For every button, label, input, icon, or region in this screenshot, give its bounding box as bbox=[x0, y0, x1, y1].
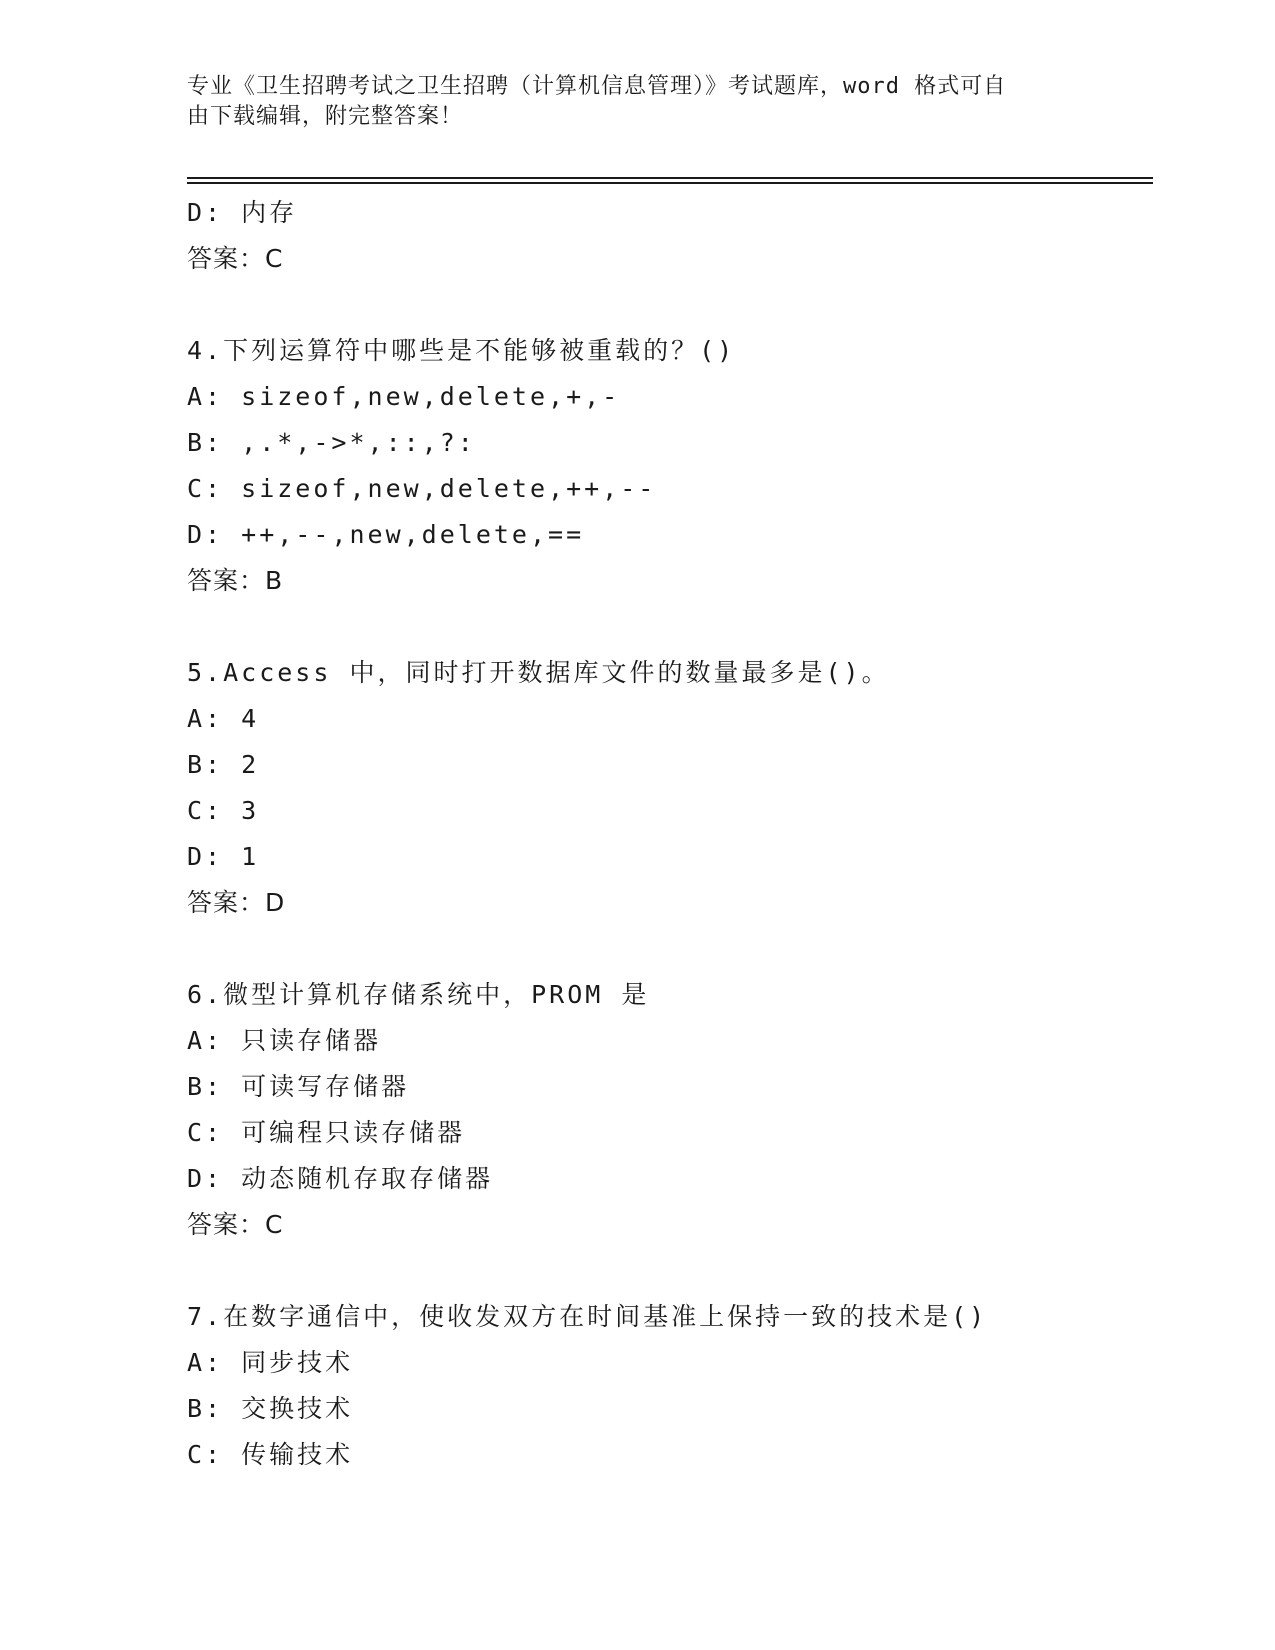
q7-option-c: C: 传输技术 bbox=[187, 1440, 354, 1469]
q6-option-a: A: 只读存储器 bbox=[187, 1026, 382, 1055]
question-list bbox=[187, 190, 1153, 1478]
q5-option-a: A: 4 bbox=[187, 704, 260, 733]
spacer bbox=[187, 282, 1153, 328]
q7-option-b: B: 交换技术 bbox=[187, 1394, 354, 1423]
q5-option-d: D: 1 bbox=[187, 842, 260, 871]
q5-answer: 答案：D bbox=[187, 888, 286, 917]
q5-question: 5.Access 中，同时打开数据库文件的数量最多是()。 bbox=[187, 658, 890, 687]
spacer bbox=[187, 604, 1153, 650]
header-line-1: 专业《卫生招聘考试之卫生招聘（计算机信息管理）》考试题库，word 格式可自 bbox=[187, 74, 1007, 99]
q4-question: 4.下列运算符中哪些是不能够被重载的？() bbox=[187, 336, 736, 365]
q4-option-b: B: ,.*,->*,::,?: bbox=[187, 428, 476, 457]
spacer bbox=[187, 926, 1153, 972]
q6-answer: 答案：C bbox=[187, 1210, 284, 1239]
header-rule-top bbox=[187, 177, 1153, 179]
q7-option-a: A: 同步技术 bbox=[187, 1348, 354, 1377]
document-header bbox=[187, 72, 1067, 132]
q6-question: 6.微型计算机存储系统中，PROM 是 bbox=[187, 980, 650, 1009]
header-rule-bottom bbox=[187, 182, 1153, 184]
spacer bbox=[187, 1248, 1153, 1294]
q3-option-d: D: 内存 bbox=[187, 198, 298, 227]
q5-option-c: C: 3 bbox=[187, 796, 260, 825]
q6-option-c: C: 可编程只读存储器 bbox=[187, 1118, 466, 1147]
q4-option-c: C: sizeof,new,delete,++,-- bbox=[187, 474, 657, 503]
q6-option-b: B: 可读写存储器 bbox=[187, 1072, 410, 1101]
q4-option-a: A: sizeof,new,delete,+,- bbox=[187, 382, 621, 411]
header-line-2: 由下载编辑，附完整答案！ bbox=[187, 104, 464, 129]
q3-answer: 答案：C bbox=[187, 244, 284, 273]
q4-answer: 答案：B bbox=[187, 566, 284, 595]
q6-option-d: D: 动态随机存取存储器 bbox=[187, 1164, 494, 1193]
q4-option-d: D: ++,--,new,delete,== bbox=[187, 520, 585, 549]
q7-question: 7.在数字通信中，使收发双方在时间基准上保持一致的技术是() bbox=[187, 1302, 988, 1331]
q5-option-b: B: 2 bbox=[187, 750, 260, 779]
